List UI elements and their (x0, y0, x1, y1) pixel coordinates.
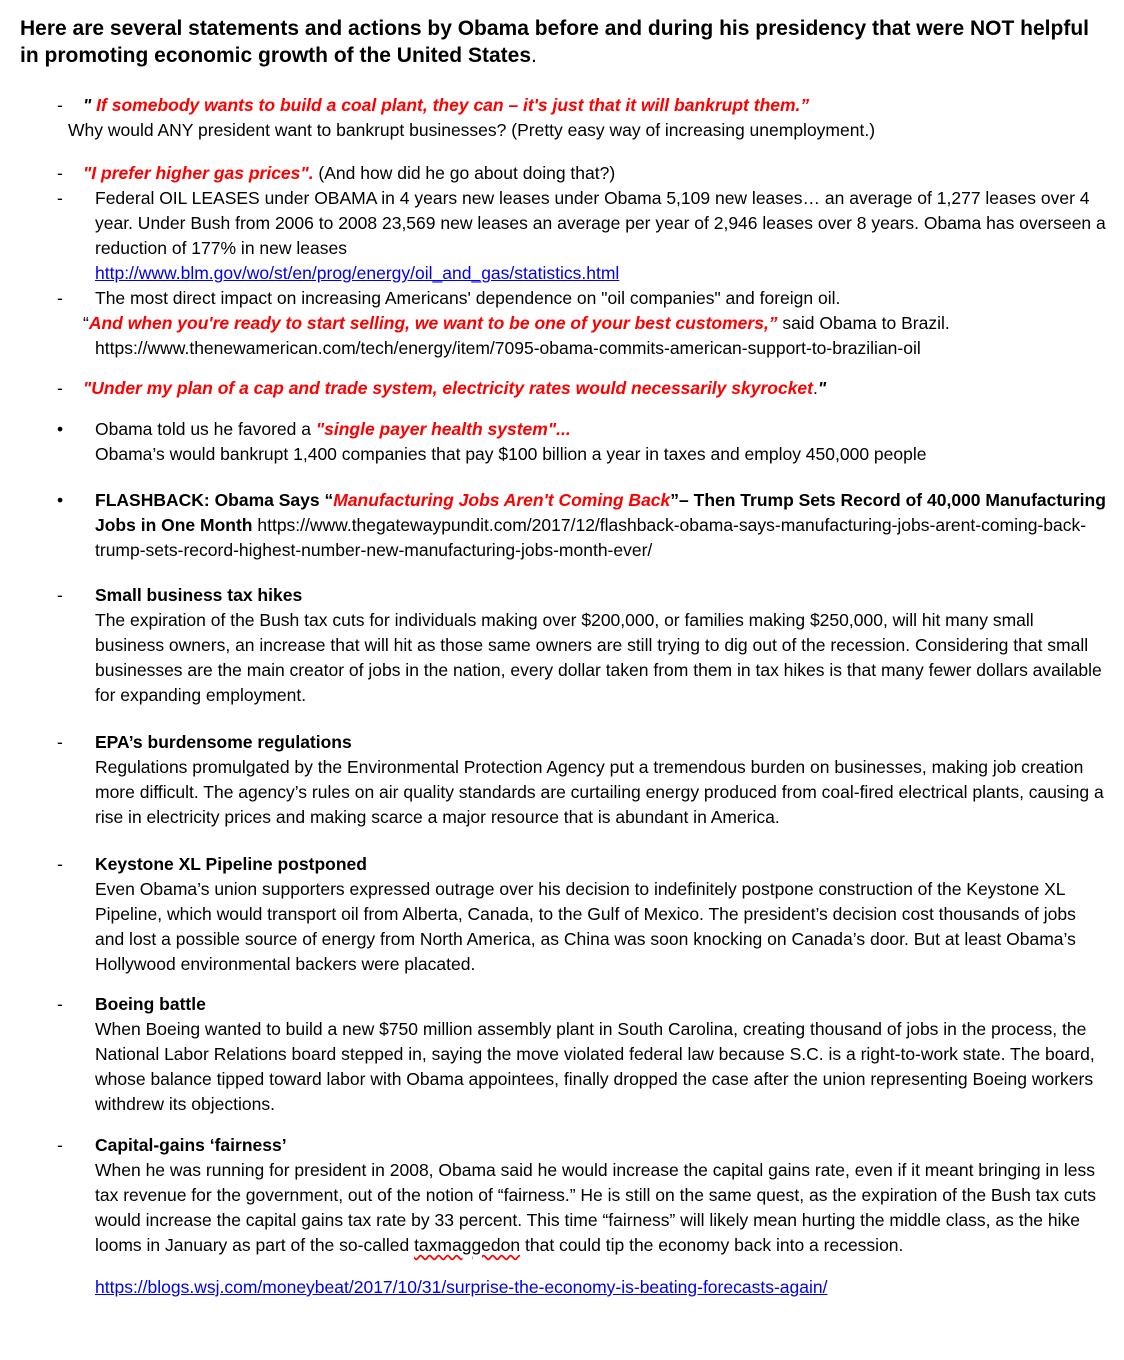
quote-line (95, 417, 1106, 442)
dash-bullet-marker: - (57, 854, 63, 874)
list-item-epa-regulations (20, 730, 1106, 830)
statement-list (20, 93, 1106, 1300)
page-title-text: Here are several statements and actions by Obama before and during his presidency that were NOT helpful in promoting economic growth of the United States (20, 17, 1089, 67)
blm-statistics-link[interactable]: http://www.blm.gov/wo/st/en/prog/energy/oil_and_gas/statistics.html (95, 263, 620, 283)
lead-text: Obama told us he favored a (95, 419, 316, 439)
section-body: When Boeing wanted to build a new $750 million assembly plant in South Carolina, creating thousand of jobs in the process, the National Labor Relations board stepped in, saying the move violated federal law because S.C. is a right-to-work state. The board, whose balance tipped toward labor with Obama appointees, finally dropped the case after the union representing Boeing workers withdrew its objections. (95, 1019, 1095, 1114)
wsj-article-link[interactable]: https://blogs.wsj.com/moneybeat/2017/10/31/surprise-the-economy-is-beating-forecasts-again/ (95, 1277, 828, 1297)
dash-bullet-marker: - (57, 585, 63, 605)
section-heading: Boeing battle (95, 994, 206, 1014)
page-title (20, 15, 1106, 69)
bold-tail-text: ”– Then Trump Sets Record of 40,000 Manufacturing Jobs in One Month (95, 490, 1106, 535)
dash-bullet-marker: - (57, 95, 63, 115)
section-heading: Small business tax hikes (95, 585, 303, 605)
section-body (95, 1158, 1106, 1258)
gatewaypundit-url-text: https://www.thegatewaypundit.com/2017/12/flashback-obama-says-manufacturing-jobs-arent-coming-back-trump-sets-record-highest-number-new-manufacturing-jobs-month-ever/ (95, 515, 1087, 560)
list-item-capital-gains-fairness (20, 1133, 1106, 1258)
red-quote-text: If somebody wants to build a coal plant, they can – it's just that it will bankrupt them.” (96, 95, 810, 115)
flashback-paragraph (95, 488, 1106, 563)
list-item-flashback (20, 488, 1106, 563)
quote-line (83, 161, 1106, 186)
body-text-before: When he was running for president in 2008, Obama said he would increase the capital gains rate, even if it meant bringing in less tax revenue for the government, out of the notion of “fairness.” He is still on the same quest, as the expiration of the Bush tax cuts would increase the capital gains tax rate by 33 percent. This time “fairness” will likely mean hurting the middle class, as the hike looms in January as part of the so-called (95, 1160, 1096, 1255)
list-item-small-business-tax-hikes (20, 583, 1106, 708)
quote-open-mark: " (83, 95, 97, 115)
red-quote-text: "Under my plan of a cap and trade system, electricity rates would necessarily skyrocket (83, 378, 813, 398)
body-text-after: that could tip the economy back into a recession. (520, 1235, 904, 1255)
quote-open-mark: “ (83, 313, 89, 333)
dash-bullet-marker: - (57, 378, 63, 398)
list-item-cap-and-trade (20, 376, 1106, 401)
red-quote-text: "single payer health system"... (315, 419, 571, 439)
quote-period: . (813, 378, 818, 398)
dash-bullet-marker: - (57, 288, 63, 308)
red-quote-text: "I prefer higher gas prices". (83, 163, 314, 183)
dash-bullet-marker: - (57, 732, 63, 752)
list-item-oil-leases (20, 186, 1106, 286)
section-body: Regulations promulgated by the Environmental Protection Agency put a tremendous burden on businesses, making job creation more difficult. The agency’s rules on air quality standards are curtailing energy produced from coal-fired electrical plants, causing a rise in electricity prices and making scarce a major resource that is abundant in America. (95, 757, 1104, 827)
footer-link-row (95, 1275, 1106, 1300)
attribution-text: said Obama to Brazil. (777, 313, 950, 333)
round-bullet-marker: • (57, 419, 64, 439)
quote-line (83, 376, 1106, 401)
dash-bullet-marker: - (57, 994, 63, 1014)
list-item-boeing-battle (20, 992, 1106, 1117)
list-item-coal-plant (20, 93, 1106, 143)
list-item-keystone-pipeline (20, 852, 1106, 977)
quote-line (83, 311, 1106, 336)
misspelled-word: taxmaggedon (414, 1235, 521, 1255)
page-title-period: . (531, 44, 537, 67)
lease-stats-text: Federal OIL LEASES under OBAMA in 4 years new leases under Obama 5,109 new leases… an average of 1,277 leases over 4 year. Under Bush from 2006 to 2008 23,569 new leases an average per year of 2,946 leases over 8 years. Obama has overseen a reduction of 177% in new leases (95, 188, 1106, 258)
round-bullet-marker: • (57, 490, 64, 510)
section-heading: EPA’s burdensome regulations (95, 732, 352, 752)
link-line (95, 261, 1106, 286)
quote-line (83, 93, 1106, 118)
list-item-gas-prices (20, 161, 1106, 186)
red-quote-text: And when you're ready to start selling, we want to be one of your best customers,” (88, 313, 778, 333)
list-item-single-payer (20, 417, 1106, 467)
red-quote-text: Manufacturing Jobs Aren't Coming Back (333, 490, 671, 510)
comment-line: Obama’s would bankrupt 1,400 companies that pay $100 billion a year in taxes and employ 450,000 people (95, 444, 927, 464)
bold-lead-text: FLASHBACK: Obama Says “ (95, 490, 334, 510)
list-item-oil-dependence (20, 286, 1106, 361)
dash-bullet-marker: - (57, 163, 63, 183)
dash-bullet-marker: - (57, 1135, 63, 1155)
quote-close-mark: " (817, 378, 827, 398)
statement-line: The most direct impact on increasing Americans' dependence on "oil companies" and foreign oil. (95, 288, 841, 308)
section-body: Even Obama’s union supporters expressed outrage over his decision to indefinitely postpone construction of the Keystone XL Pipeline, which would transport oil from Alberta, Canada, to the Gulf of Mexico. The president’s decision cost thousands of jobs and lost a possible source of energy from North America, as China was soon knocking on Canada’s door. But at least Obama’s Hollywood environmental backers were placated. (95, 879, 1076, 974)
dash-bullet-marker: - (57, 188, 63, 208)
section-body: The expiration of the Bush tax cuts for individuals making over $200,000, or families making $250,000, will hit many small business owners, an increase that will hit as those same owners are still trying to dig out of the recession. Considering that small businesses are the main creator of jobs in the nation, every dollar taken from them in tax hikes is that many fewer dollars available for expanding employment. (95, 610, 1102, 705)
section-heading: Capital-gains ‘fairness’ (95, 1135, 287, 1155)
section-heading: Keystone XL Pipeline postponed (95, 854, 367, 874)
comment-line: Why would ANY president want to bankrupt businesses? (Pretty easy way of increasing unemployment.) (68, 120, 876, 140)
newamerican-url-text: https://www.thenewamerican.com/tech/energy/item/7095-obama-commits-american-support-to-brazilian-oil (95, 338, 921, 358)
comment-text: (And how did he go about doing that?) (313, 163, 616, 183)
